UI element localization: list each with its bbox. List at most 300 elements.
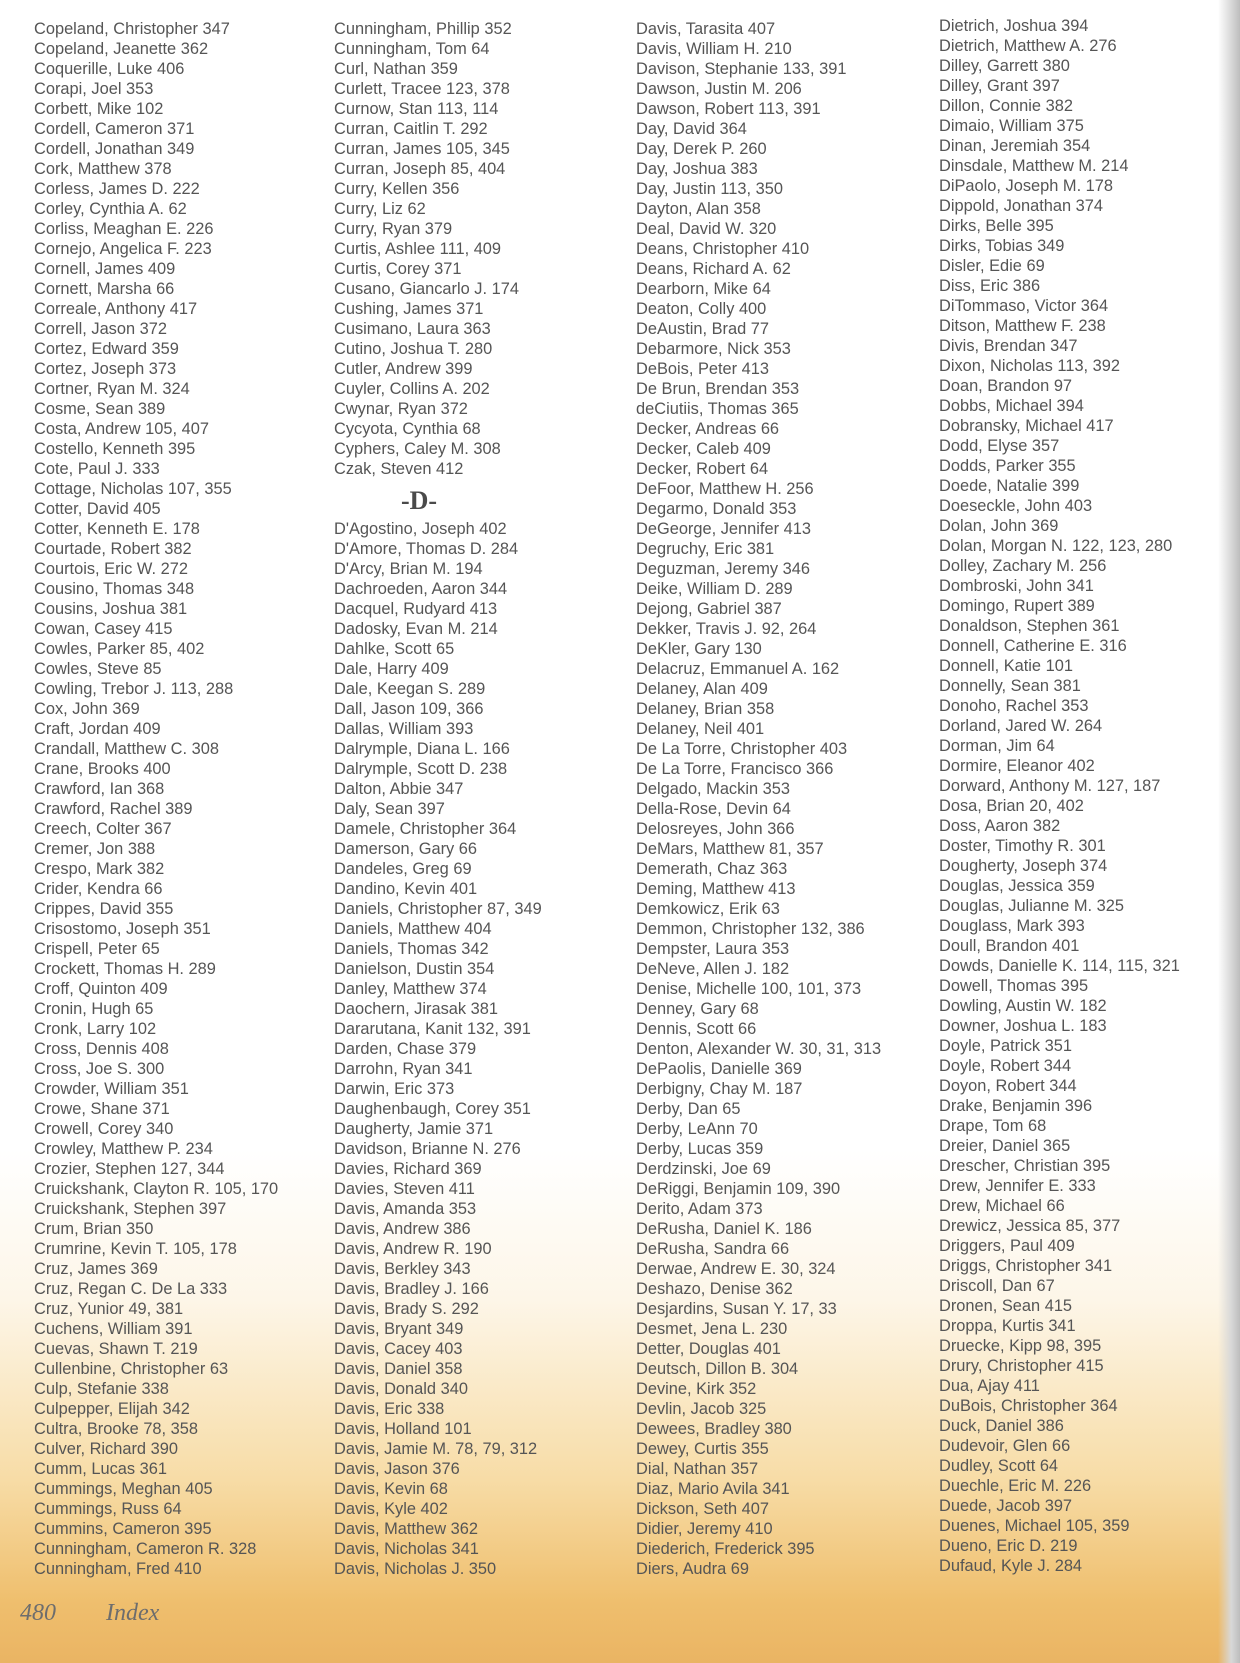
index-entry: Curl, Nathan 359 — [334, 60, 458, 78]
index-entry: Correll, Jason 372 — [34, 320, 168, 338]
index-entry: Doyle, Patrick 351 — [939, 1037, 1073, 1055]
index-entry: Douglass, Mark 393 — [939, 917, 1085, 935]
index-entry: Dombroski, John 341 — [939, 577, 1094, 595]
index-entry: DeAustin, Brad 77 — [636, 320, 770, 338]
index-entry: Domingo, Rupert 389 — [939, 597, 1095, 615]
index-entry: Culpepper, Elijah 342 — [34, 1400, 190, 1418]
index-entry: Curry, Kellen 356 — [334, 180, 460, 198]
index-entry: Cowles, Steve 85 — [34, 660, 162, 678]
index-entry: Darden, Chase 379 — [334, 1040, 477, 1058]
index-entry: Dudevoir, Glen 66 — [939, 1437, 1071, 1455]
index-entry: Crawford, Rachel 389 — [34, 800, 193, 818]
index-entry: Copeland, Christopher 347 — [34, 20, 230, 38]
index-entry: Dueno, Eric D. 219 — [939, 1537, 1078, 1555]
index-entry: Davies, Richard 369 — [334, 1160, 482, 1178]
index-entry: Dale, Keegan S. 289 — [334, 680, 486, 698]
index-entry: Doss, Aaron 382 — [939, 817, 1061, 835]
index-entry: Corless, James D. 222 — [34, 180, 200, 198]
index-column-1 — [34, 19, 334, 1579]
index-entry: De La Torre, Christopher 403 — [636, 740, 848, 758]
index-entry: Curran, James 105, 345 — [334, 140, 510, 158]
index-entry: Davis, Holland 101 — [334, 1420, 472, 1438]
index-entry: Cork, Matthew 378 — [34, 160, 172, 178]
index-entry: Crippes, David 355 — [34, 900, 174, 918]
index-entry: Cowling, Trebor J. 113, 288 — [34, 680, 234, 698]
index-entry: Didier, Jeremy 410 — [636, 1520, 773, 1538]
page-edge-shadow — [1218, 0, 1240, 1663]
index-entry: Daniels, Christopher 87, 349 — [334, 900, 542, 918]
index-entry: Cumm, Lucas 361 — [34, 1460, 168, 1478]
index-entry: Cronin, Hugh 65 — [34, 1000, 154, 1018]
index-entry: Dietrich, Matthew A. 276 — [939, 37, 1117, 55]
index-entry: Dosa, Brian 20, 402 — [939, 797, 1084, 815]
index-entry: Daniels, Thomas 342 — [334, 940, 489, 958]
index-entry: Dinan, Jeremiah 354 — [939, 137, 1091, 155]
index-entry: Davis, Andrew 386 — [334, 1220, 471, 1238]
index-entry: Day, Joshua 383 — [636, 160, 758, 178]
index-entry: Doyon, Robert 344 — [939, 1077, 1077, 1095]
index-entry: Doull, Brandon 401 — [939, 937, 1080, 955]
index-entry: Dall, Jason 109, 366 — [334, 700, 484, 718]
index-entry: Danielson, Dustin 354 — [334, 960, 495, 978]
index-entry: Danley, Matthew 374 — [334, 980, 487, 998]
index-entry: Dronen, Sean 415 — [939, 1297, 1073, 1315]
index-entry: Cutler, Andrew 399 — [334, 360, 473, 378]
index-entry: Desmet, Jena L. 230 — [636, 1320, 788, 1338]
index-entry: Delgado, Mackin 353 — [636, 780, 790, 798]
index-entry: Corapi, Joel 353 — [34, 80, 154, 98]
index-entry: DeRusha, Daniel K. 186 — [636, 1220, 812, 1238]
index-entry: Cunningham, Tom 64 — [334, 40, 490, 58]
index-entry: Dempster, Laura 353 — [636, 940, 790, 958]
index-entry: Demkowicz, Erik 63 — [636, 900, 780, 918]
index-entry: Derby, Dan 65 — [636, 1100, 741, 1118]
index-entry: Dararutana, Kanit 132, 391 — [334, 1020, 531, 1038]
index-entry: Dayton, Alan 358 — [636, 200, 761, 218]
index-entry: Dodd, Elyse 357 — [939, 437, 1060, 455]
index-entry: Cyphers, Caley M. 308 — [334, 440, 501, 458]
index-entry: Detter, Douglas 401 — [636, 1340, 781, 1358]
index-entry: Cordell, Jonathan 349 — [34, 140, 195, 158]
index-column-3 — [636, 19, 936, 1579]
index-entry: DeGeorge, Jennifer 413 — [636, 520, 811, 538]
index-entry: Czak, Steven 412 — [334, 460, 464, 478]
index-entry: Cuyler, Collins A. 202 — [334, 380, 490, 398]
index-entry: Cornejo, Angelica F. 223 — [34, 240, 212, 258]
index-entry: Dirks, Belle 395 — [939, 217, 1054, 235]
index-entry: Diers, Audra 69 — [636, 1560, 749, 1578]
index-entry: Cuevas, Shawn T. 219 — [34, 1340, 198, 1358]
index-entry: Costello, Kenneth 395 — [34, 440, 196, 458]
index-entry: Dolley, Zachary M. 256 — [939, 557, 1107, 575]
index-entry: Dalrymple, Scott D. 238 — [334, 760, 508, 778]
index-entry: DeNeve, Allen J. 182 — [636, 960, 790, 978]
index-entry: Deguzman, Jeremy 346 — [636, 560, 811, 578]
index-entry: Culver, Richard 390 — [34, 1440, 178, 1458]
index-entry: Decker, Caleb 409 — [636, 440, 771, 458]
index-entry: Courtois, Eric W. 272 — [34, 560, 188, 578]
index-entry: Duechle, Eric M. 226 — [939, 1477, 1092, 1495]
index-entry: Deal, David W. 320 — [636, 220, 777, 238]
index-entry: Cortner, Ryan M. 324 — [34, 380, 190, 398]
index-entry: Denney, Gary 68 — [636, 1000, 759, 1018]
index-entry: Dowling, Austin W. 182 — [939, 997, 1107, 1015]
index-entry: Dowell, Thomas 395 — [939, 977, 1089, 995]
index-entry: Derby, LeAnn 70 — [636, 1120, 758, 1138]
index-entry: Cremer, Jon 388 — [34, 840, 156, 858]
index-entry: Darrohn, Ryan 341 — [334, 1060, 473, 1078]
index-entry: DeBois, Peter 413 — [636, 360, 770, 378]
index-entry: Davison, Stephanie 133, 391 — [636, 60, 847, 78]
index-entry: Cotter, Kenneth E. 178 — [34, 520, 200, 538]
index-entry: Derby, Lucas 359 — [636, 1140, 764, 1158]
index-entry: Courtade, Robert 382 — [34, 540, 192, 558]
index-entry: Damerson, Gary 66 — [334, 840, 478, 858]
index-entry: Doster, Timothy R. 301 — [939, 837, 1106, 855]
index-entry: Cottage, Nicholas 107, 355 — [34, 480, 232, 498]
index-entry: Donnelly, Sean 381 — [939, 677, 1081, 695]
index-entry: Crumrine, Kevin T. 105, 178 — [34, 1240, 237, 1258]
index-entry: Crockett, Thomas H. 289 — [34, 960, 216, 978]
index-entry: Derito, Adam 373 — [636, 1200, 763, 1218]
index-entry: Deike, William D. 289 — [636, 580, 793, 598]
index-entry: Denise, Michelle 100, 101, 373 — [636, 980, 862, 998]
index-entry: Crozier, Stephen 127, 344 — [34, 1160, 225, 1178]
index-entry: Donaldson, Stephen 361 — [939, 617, 1120, 635]
index-entry: Devine, Kirk 352 — [636, 1380, 757, 1398]
index-entry: Cuchens, William 391 — [34, 1320, 193, 1338]
index-entry: Curran, Joseph 85, 404 — [334, 160, 506, 178]
index-entry: De Brun, Brendan 353 — [636, 380, 800, 398]
index-entry: Delosreyes, John 366 — [636, 820, 795, 838]
index-entry: Donnell, Catherine E. 316 — [939, 637, 1127, 655]
index-entry: Culp, Stefanie 338 — [34, 1380, 169, 1398]
index-entry: Dial, Nathan 357 — [636, 1460, 759, 1478]
index-column-4 — [939, 16, 1239, 1576]
index-entry: Crispell, Peter 65 — [34, 940, 160, 958]
index-entry: Dorland, Jared W. 264 — [939, 717, 1103, 735]
index-entry: Davis, Eric 338 — [334, 1400, 445, 1418]
index-entry: Delaney, Neil 401 — [636, 720, 765, 738]
index-entry: Dorman, Jim 64 — [939, 737, 1055, 755]
index-column-2 — [334, 19, 634, 1579]
index-entry: Diederich, Frederick 395 — [636, 1540, 815, 1558]
index-entry: Crandall, Matthew C. 308 — [34, 740, 219, 758]
index-entry: Croff, Quinton 409 — [34, 980, 168, 998]
index-entry: Cote, Paul J. 333 — [34, 460, 160, 478]
index-entry: Dowds, Danielle K. 114, 115, 321 — [939, 957, 1180, 975]
index-entry: Ditson, Matthew F. 238 — [939, 317, 1106, 335]
index-entry: Crespo, Mark 382 — [34, 860, 165, 878]
index-entry: Damele, Christopher 364 — [334, 820, 517, 838]
index-entry: DeRiggi, Benjamin 109, 390 — [636, 1180, 841, 1198]
index-entry: Corliss, Meaghan E. 226 — [34, 220, 214, 238]
index-entry: Downer, Joshua L. 183 — [939, 1017, 1107, 1035]
index-entry: Drake, Benjamin 396 — [939, 1097, 1093, 1115]
index-entry: Derbigny, Chay M. 187 — [636, 1080, 803, 1098]
index-entry: Davis, Nicholas J. 350 — [334, 1560, 497, 1578]
index-entry: Dilley, Garrett 380 — [939, 57, 1070, 75]
index-entry: Crowe, Shane 371 — [34, 1100, 170, 1118]
index-entry: Dearborn, Mike 64 — [636, 280, 771, 298]
index-entry: Dejong, Gabriel 387 — [636, 600, 782, 618]
index-entry: Cotter, David 405 — [34, 500, 161, 518]
index-entry: Degarmo, Donald 353 — [636, 500, 797, 518]
index-entry: Copeland, Jeanette 362 — [34, 40, 209, 58]
index-entry: Crider, Kendra 66 — [34, 880, 163, 898]
index-entry: Dale, Harry 409 — [334, 660, 449, 678]
footer-label: Index — [106, 1600, 160, 1626]
index-entry: Cushing, James 371 — [334, 300, 484, 318]
index-entry: Delaney, Alan 409 — [636, 680, 768, 698]
index-entry: Cruz, James 369 — [34, 1260, 158, 1278]
index-entry: Davis, Bradley J. 166 — [334, 1280, 489, 1298]
index-entry: Curlett, Tracee 123, 378 — [334, 80, 510, 98]
index-entry: Deshazo, Denise 362 — [636, 1280, 793, 1298]
index-entry: Craft, Jordan 409 — [34, 720, 161, 738]
index-entry: Dewees, Bradley 380 — [636, 1420, 792, 1438]
index-entry: Cronk, Larry 102 — [34, 1020, 157, 1038]
index-entry: DeRusha, Sandra 66 — [636, 1240, 790, 1258]
index-entry: Daniels, Matthew 404 — [334, 920, 492, 938]
index-entry: Dillon, Connie 382 — [939, 97, 1073, 115]
index-entry: Divis, Brendan 347 — [939, 337, 1078, 355]
index-entry: Dormire, Eleanor 402 — [939, 757, 1095, 775]
index-entry: Correale, Anthony 417 — [34, 300, 198, 318]
index-entry: Cunningham, Cameron R. 328 — [34, 1540, 257, 1558]
index-entry: Curran, Caitlin T. 292 — [334, 120, 488, 138]
index-entry: Duenes, Michael 105, 359 — [939, 1517, 1130, 1535]
index-entry: Denton, Alexander W. 30, 31, 313 — [636, 1040, 882, 1058]
index-entry: Darwin, Eric 373 — [334, 1080, 455, 1098]
index-entry: Dixon, Nicholas 113, 392 — [939, 357, 1121, 375]
index-entry: Davis, Daniel 358 — [334, 1360, 463, 1378]
index-entry: Dickson, Seth 407 — [636, 1500, 770, 1518]
index-entry: Davis, Jason 376 — [334, 1460, 460, 1478]
index-entry: Dinsdale, Matthew M. 214 — [939, 157, 1129, 175]
index-entry: Deaton, Colly 400 — [636, 300, 767, 318]
index-entry: Cousino, Thomas 348 — [34, 580, 195, 598]
index-entry: Cruz, Yunior 49, 381 — [34, 1300, 184, 1318]
index-entry: Dorward, Anthony M. 127, 187 — [939, 777, 1161, 795]
index-entry: Dandino, Kevin 401 — [334, 880, 478, 898]
index-entry: Dalton, Abbie 347 — [334, 780, 464, 798]
index-entry: Crowell, Corey 340 — [34, 1120, 174, 1138]
index-entry: Dobransky, Michael 417 — [939, 417, 1114, 435]
index-entry: Cusimano, Laura 363 — [334, 320, 491, 338]
index-entry: Davidson, Brianne N. 276 — [334, 1140, 521, 1158]
index-entry: Delacruz, Emmanuel A. 162 — [636, 660, 840, 678]
index-entry: Crisostomo, Joseph 351 — [34, 920, 211, 938]
index-entry: Deans, Christopher 410 — [636, 240, 810, 258]
section-heading-d: -D- — [400, 486, 438, 515]
index-entry: Curry, Liz 62 — [334, 200, 426, 218]
index-entry: Derwae, Andrew E. 30, 324 — [636, 1260, 836, 1278]
index-entry: Dua, Ajay 411 — [939, 1377, 1040, 1395]
index-entry: Dudley, Scott 64 — [939, 1457, 1059, 1475]
index-entry: Drew, Michael 66 — [939, 1197, 1065, 1215]
index-entry: DuBois, Christopher 364 — [939, 1397, 1118, 1415]
index-entry: Doan, Brandon 97 — [939, 377, 1073, 395]
index-entry: Dreier, Daniel 365 — [939, 1137, 1071, 1155]
index-entry: Douglas, Julianne M. 325 — [939, 897, 1124, 915]
index-entry: Crowder, William 351 — [34, 1080, 189, 1098]
index-entry: Davis, William H. 210 — [636, 40, 792, 58]
index-entry: Duede, Jacob 397 — [939, 1497, 1073, 1515]
index-entry: Corbett, Mike 102 — [34, 100, 164, 118]
index-entry: Dufaud, Kyle J. 284 — [939, 1557, 1083, 1575]
index-entry: Decker, Robert 64 — [636, 460, 769, 478]
index-entry: Duck, Daniel 386 — [939, 1417, 1064, 1435]
index-entry: Curnow, Stan 113, 114 — [334, 100, 499, 118]
index-entry: Cultra, Brooke 78, 358 — [34, 1420, 199, 1438]
index-entry: Doeseckle, John 403 — [939, 497, 1093, 515]
page-number: 480 — [20, 1600, 56, 1626]
index-entry: deCiutiis, Thomas 365 — [636, 400, 799, 418]
index-entry: Diaz, Mario Avila 341 — [636, 1480, 790, 1498]
index-entry: Davis, Nicholas 341 — [334, 1540, 479, 1558]
index-entry: Cruickshank, Stephen 397 — [34, 1200, 227, 1218]
index-entry: Diss, Eric 386 — [939, 277, 1041, 295]
index-entry: Driscoll, Dan 67 — [939, 1277, 1055, 1295]
index-entry: D'Arcy, Brian M. 194 — [334, 560, 483, 578]
index-entry: Drury, Christopher 415 — [939, 1357, 1104, 1375]
index-entry: Daochern, Jirasak 381 — [334, 1000, 498, 1018]
index-entry: Cordell, Cameron 371 — [34, 120, 195, 138]
index-entry: Disler, Edie 69 — [939, 257, 1045, 275]
index-entry: DiTommaso, Victor 364 — [939, 297, 1109, 315]
index-entry: Davis, Cacey 403 — [334, 1340, 463, 1358]
index-entry: D'Agostino, Joseph 402 — [334, 520, 507, 538]
index-entry: Cunningham, Phillip 352 — [334, 20, 512, 38]
index-entry: Cruickshank, Clayton R. 105, 170 — [34, 1180, 279, 1198]
index-entry: Druecke, Kipp 98, 395 — [939, 1337, 1102, 1355]
index-entry: Davis, Brady S. 292 — [334, 1300, 479, 1318]
index-entry: Dietrich, Joshua 394 — [939, 17, 1089, 35]
index-entry: Curtis, Ashlee 111, 409 — [334, 240, 502, 258]
index-entry: Costa, Andrew 105, 407 — [34, 420, 209, 438]
index-entry: Davis, Berkley 343 — [334, 1260, 471, 1278]
index-entry: DiPaolo, Joseph M. 178 — [939, 177, 1114, 195]
index-entry: Daly, Sean 397 — [334, 800, 445, 818]
index-entry: Davies, Steven 411 — [334, 1180, 475, 1198]
index-entry: Dacquel, Rudyard 413 — [334, 600, 498, 618]
index-entry: Dobbs, Michael 394 — [939, 397, 1084, 415]
index-entry: Drescher, Christian 395 — [939, 1157, 1111, 1175]
index-entry: Dougherty, Joseph 374 — [939, 857, 1108, 875]
index-entry: Della-Rose, Devin 64 — [636, 800, 791, 818]
index-entry: Dimaio, William 375 — [939, 117, 1084, 135]
index-entry: Curtis, Corey 371 — [334, 260, 462, 278]
index-entry: DeKler, Gary 130 — [636, 640, 762, 658]
index-entry: Dekker, Travis J. 92, 264 — [636, 620, 817, 638]
index-entry: Dirks, Tobias 349 — [939, 237, 1065, 255]
index-entry: Driggers, Paul 409 — [939, 1237, 1075, 1255]
index-entry: Donnell, Katie 101 — [939, 657, 1073, 675]
index-entry: Davis, Donald 340 — [334, 1380, 468, 1398]
index-entry: Cusano, Giancarlo J. 174 — [334, 280, 519, 298]
index-entry: Cummings, Russ 64 — [34, 1500, 182, 1518]
index-entry: DeFoor, Matthew H. 256 — [636, 480, 814, 498]
index-entry: Cruz, Regan C. De La 333 — [34, 1280, 228, 1298]
index-entry: Decker, Andreas 66 — [636, 420, 780, 438]
index-entry: Douglas, Jessica 359 — [939, 877, 1095, 895]
index-entry: Debarmore, Nick 353 — [636, 340, 791, 358]
index-entry: Dachroeden, Aaron 344 — [334, 580, 508, 598]
index-entry: Dennis, Scott 66 — [636, 1020, 757, 1038]
index-entry: Cox, John 369 — [34, 700, 140, 718]
index-entry: Crane, Brooks 400 — [34, 760, 171, 778]
index-entry: Cunningham, Fred 410 — [34, 1560, 202, 1578]
index-entry: Crum, Brian 350 — [34, 1220, 154, 1238]
index-entry: Demerath, Chaz 363 — [636, 860, 788, 878]
index-entry: Dahlke, Scott 65 — [334, 640, 455, 658]
index-entry: Doyle, Robert 344 — [939, 1057, 1072, 1075]
index-entry: De La Torre, Francisco 366 — [636, 760, 834, 778]
index-entry: Davis, Kyle 402 — [334, 1500, 448, 1518]
index-entry: Dilley, Grant 397 — [939, 77, 1060, 95]
index-entry: Curry, Ryan 379 — [334, 220, 453, 238]
index-entry: D'Amore, Thomas D. 284 — [334, 540, 519, 558]
index-entry: Cummings, Meghan 405 — [34, 1480, 213, 1498]
index-entry: Cross, Joe S. 300 — [34, 1060, 165, 1078]
index-entry: Dawson, Robert 113, 391 — [636, 100, 821, 118]
index-entry: Dippold, Jonathan 374 — [939, 197, 1104, 215]
index-entry: Cycyota, Cynthia 68 — [334, 420, 481, 438]
index-entry: Devlin, Jacob 325 — [636, 1400, 767, 1418]
index-entry: DeMars, Matthew 81, 357 — [636, 840, 824, 858]
index-entry: Driggs, Christopher 341 — [939, 1257, 1113, 1275]
index-entry: Cosme, Sean 389 — [34, 400, 166, 418]
index-entry: Davis, Andrew R. 190 — [334, 1240, 492, 1258]
index-entry: Cutino, Joshua T. 280 — [334, 340, 493, 358]
index-entry: Donoho, Rachel 353 — [939, 697, 1089, 715]
index-entry: Drewicz, Jessica 85, 377 — [939, 1217, 1121, 1235]
index-entry: Daugherty, Jamie 371 — [334, 1120, 494, 1138]
index-entry: Cross, Dennis 408 — [34, 1040, 169, 1058]
index-entry: Drape, Tom 68 — [939, 1117, 1047, 1135]
index-entry: Cwynar, Ryan 372 — [334, 400, 468, 418]
index-entry: Davis, Matthew 362 — [334, 1520, 478, 1538]
index-entry: Delaney, Brian 358 — [636, 700, 775, 718]
index-entry: Day, Derek P. 260 — [636, 140, 767, 158]
index-entry: Deutsch, Dillon B. 304 — [636, 1360, 799, 1378]
index-entry: Cortez, Joseph 373 — [34, 360, 177, 378]
index-entry: Dadosky, Evan M. 214 — [334, 620, 498, 638]
page-footer — [20, 1600, 159, 1627]
index-entry: Degruchy, Eric 381 — [636, 540, 775, 558]
index-entry: Cornell, James 409 — [34, 260, 176, 278]
index-entry: Cowles, Parker 85, 402 — [34, 640, 205, 658]
index-entry: Creech, Colter 367 — [34, 820, 172, 838]
index-entry: Davis, Amanda 353 — [334, 1200, 477, 1218]
index-entry: Davis, Tarasita 407 — [636, 20, 776, 38]
index-entry: Corley, Cynthia A. 62 — [34, 200, 187, 218]
index-entry: Dolan, Morgan N. 122, 123, 280 — [939, 537, 1173, 555]
index-entry: Davis, Bryant 349 — [334, 1320, 464, 1338]
index-entry: Dandeles, Greg 69 — [334, 860, 472, 878]
index-entry: Dodds, Parker 355 — [939, 457, 1076, 475]
index-entry: Dolan, John 369 — [939, 517, 1059, 535]
index-entry: Deans, Richard A. 62 — [636, 260, 791, 278]
index-entry: Dewey, Curtis 355 — [636, 1440, 769, 1458]
index-entry: Day, David 364 — [636, 120, 747, 138]
index-entry: Daughenbaugh, Corey 351 — [334, 1100, 531, 1118]
index-entry: Day, Justin 113, 350 — [636, 180, 783, 198]
index-entry: Davis, Kevin 68 — [334, 1480, 448, 1498]
index-entry: Cortez, Edward 359 — [34, 340, 179, 358]
index-entry: Dallas, William 393 — [334, 720, 474, 738]
